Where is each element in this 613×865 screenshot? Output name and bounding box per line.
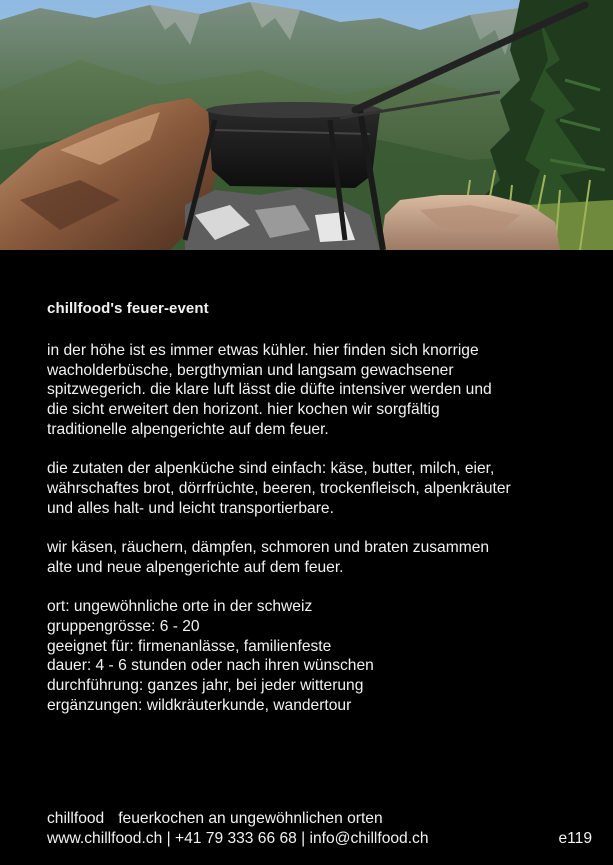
footer xyxy=(47,809,592,849)
text-line: in der höhe ist es immer etwas kühler. hier finden sich knorrige xyxy=(47,342,479,359)
text-line: und alles halt- und leicht transportierbare. xyxy=(47,499,334,517)
event-details xyxy=(47,597,597,715)
detail-duration: dauer: 4 - 6 stunden oder nach ihren wünschen xyxy=(47,657,374,675)
contact-info[interactable]: www.chillfood.ch | +41 79 333 66 68 | info@chillfood.ch xyxy=(47,830,429,847)
text-line: spitzwegerich. die klare luft lässt die düfte intensiver werden und xyxy=(47,381,492,399)
detail-location: ort: ungewöhnliche orte in der schweiz xyxy=(47,598,313,616)
text-line: wir käsen, räuchern, dämpfen, schmoren und braten zusammen xyxy=(47,539,490,556)
paragraph-cooking xyxy=(47,538,597,577)
text-line: die sicht erweitert den horizont. hier kochen wir sorgfältig xyxy=(47,401,440,419)
text-line: traditionelle alpengerichte auf dem feuer. xyxy=(47,420,329,438)
document-code: e119 xyxy=(558,830,592,847)
text-line: wacholderbüsche, bergthymian und langsam gewachsener xyxy=(47,361,454,379)
text-line: alte und neue alpengerichte auf dem feuer. xyxy=(47,558,344,576)
paragraph-intro xyxy=(47,341,597,440)
brand-name: chillfood xyxy=(47,810,105,827)
article xyxy=(47,300,597,715)
text-line: währschaftes brot, dörrfrüchte, beeren, trockenfleisch, alpenkräuter xyxy=(47,479,511,497)
detail-group-size: gruppengrösse: 6 - 20 xyxy=(47,617,200,635)
detail-suitable-for: geeignet für: firmenanlässe, familienfeste xyxy=(47,637,332,655)
detail-extras: ergänzungen: wildkräuterkunde, wandertour xyxy=(47,696,352,714)
hero-photo xyxy=(0,0,613,250)
detail-schedule: durchführung: ganzes jahr, bei jeder witterung xyxy=(47,676,364,694)
footer-contact-row xyxy=(47,829,592,849)
hero-illustration xyxy=(0,0,613,250)
event-title: chillfood's feuer-event xyxy=(47,300,209,317)
footer-tagline-row xyxy=(47,809,592,829)
paragraph-ingredients xyxy=(47,459,597,518)
text-line: die zutaten der alpenküche sind einfach: käse, butter, milch, eier, xyxy=(47,460,495,478)
tagline: feuerkochen an ungewöhnlichen orten xyxy=(118,810,383,827)
